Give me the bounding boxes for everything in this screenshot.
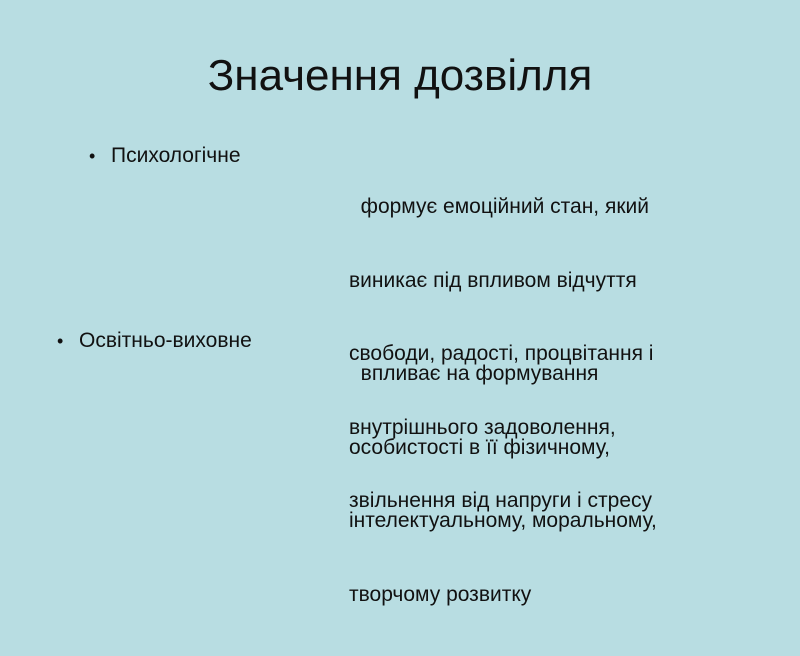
- bullet-icon: •: [57, 331, 64, 351]
- bullet-label: Освітньо-виховне: [79, 329, 252, 352]
- description-line: інтелектуальному, моральному,: [349, 509, 657, 532]
- bullet-icon: •: [89, 146, 96, 166]
- description-line: впливає на формування: [349, 362, 599, 385]
- description-line: виникає під впливом відчуття: [349, 268, 637, 292]
- description-line: особистості в її фізичному,: [349, 435, 610, 459]
- bullet-item-psychological: [89, 143, 241, 169]
- bullet-label: Психологічне: [111, 144, 241, 167]
- description-line: свободи, радості, процвітання і: [349, 342, 654, 365]
- slide-title: Значення дозвілля: [207, 51, 593, 100]
- description-line: звільнення від напруги і стресу: [349, 489, 653, 512]
- description-line: творчому розвитку: [349, 582, 532, 606]
- description-line: формує емоційний стан, який: [349, 195, 649, 218]
- description-educational: [349, 313, 657, 656]
- bullet-item-educational: [57, 328, 252, 354]
- description-line: внутрішнього задоволення,: [349, 415, 616, 439]
